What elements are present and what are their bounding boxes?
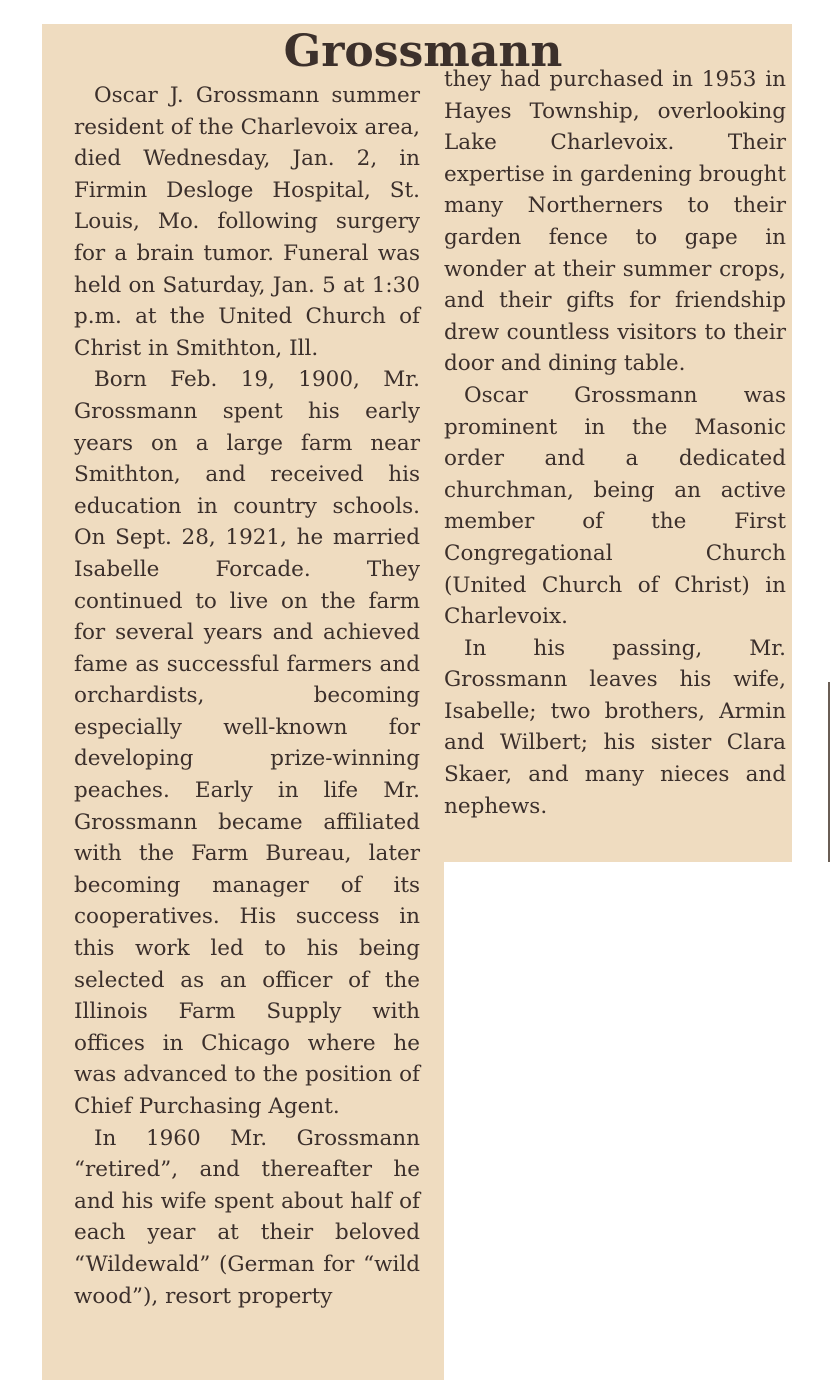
paragraph-death-notice: Oscar J. Grossmann summer resident of the Charlevoix area, died Wednesday, Jan. 2, in Firmin Desloge Hospital, St. Louis, Mo. following surgery for a brain tumor. Funeral was held on Saturday, Jan. 5 at 1:30 p.m. at the United Church of Christ in Smithton, Ill.: [74, 83, 420, 361]
paragraph-biography: Born Feb. 19, 1900, Mr. Grossmann spent his early years on a large farm near Smithton, and received his education in country schools. On Sept. 28, 1921, he married Isabelle Forcade. They continued to live on the farm for several years and achieved fame as successful farmers and orchardists, becoming especially well-known for developing prize-winning peaches. Early in life Mr. Grossmann became affiliated with the Farm Bureau, later becoming manager of its cooperatives. His success in this work led to his being selected as an officer of the Illinois Farm Supply with offices in Chicago where he was advanced to the position of Chief Purchasing Agent.: [74, 367, 420, 1119]
paragraph-retirement: In 1960 Mr. Grossmann “retired”, and thereafter he and his wife spent about half of each year at their beloved “Wildewald” (German for “wild wood”), resort property: [74, 1125, 420, 1309]
left-column: [74, 80, 420, 1312]
paragraph-church: Oscar Grossmann was prominent in the Masonic order and a dedicated churchman, being an active member of the First Congregational Church (United Church of Christ) in Charlevoix.: [444, 382, 786, 630]
right-column: [444, 64, 786, 822]
paragraph-retirement-continued: they had purchased in 1953 in Hayes Township, overlooking Lake Charlevoix. Their expertise in gardening brought many Northerners to their garden fence to gape in wonder at their summer crops, and their gifts for friendship drew countless visitors to their door and dining table.: [444, 67, 786, 377]
page-edge-line: [828, 682, 830, 862]
article-headline: Grossmann: [283, 26, 563, 77]
paragraph-survivors: In his passing, Mr. Grossmann leaves his wife, Isabelle; two brothers, Armin and Wilbert; his sister Clara Skaer, and many nieces and nephews.: [444, 635, 786, 819]
